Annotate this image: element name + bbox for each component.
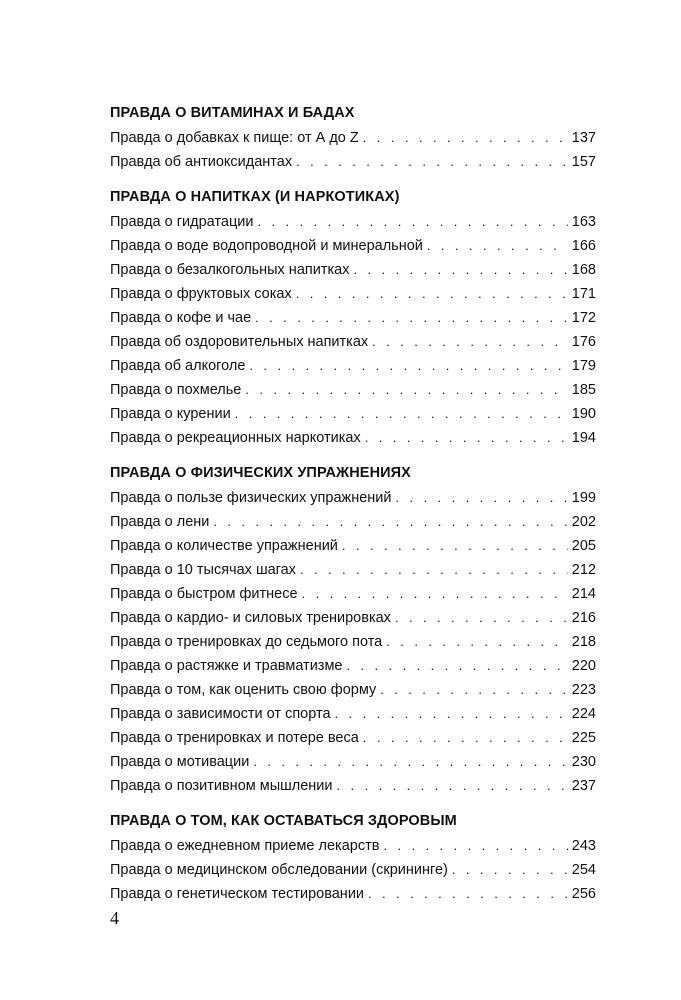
entry-page: 220 (571, 658, 596, 674)
leader-dots (395, 606, 568, 630)
toc-entry (110, 354, 596, 378)
toc-entry (110, 630, 596, 654)
entry-page: 218 (571, 634, 596, 650)
section-heading: ПРАВДА О ВИТАМИНАХ И БАДАХ (110, 105, 355, 121)
toc-entry (110, 606, 596, 630)
toc-entry (110, 402, 596, 426)
entry-title: Правда о тренировках до седьмого пота (110, 634, 383, 650)
table-of-contents (110, 100, 596, 916)
entry-title: Правда о гидратации (110, 214, 254, 230)
toc-entry (110, 258, 596, 282)
section-heading: ПРАВДА О ФИЗИЧЕСКИХ УПРАЖНЕНИЯХ (110, 465, 411, 481)
leader-dots (363, 726, 568, 750)
entry-title: Правда о мотивации (110, 754, 250, 770)
entry-title: Правда о ежедневном приеме лекарств (110, 838, 380, 854)
leader-dots (365, 426, 568, 450)
entry-page: 230 (571, 754, 596, 770)
toc-entry (110, 486, 596, 510)
entry-page: 179 (571, 358, 596, 374)
leader-dots (300, 558, 568, 582)
leader-dots (213, 510, 567, 534)
entry-title: Правда о быстром фитнесе (110, 586, 298, 602)
entry-title: Правда о позитивном мышлении (110, 778, 333, 794)
toc-entry (110, 378, 596, 402)
toc-section-health (110, 808, 596, 906)
entry-page: 202 (571, 514, 596, 530)
entry-title: Правда о лени (110, 514, 210, 530)
toc-entry (110, 150, 596, 174)
entry-page: 237 (571, 778, 596, 794)
entry-title: Правда о рекреационных наркотиках (110, 430, 361, 446)
section-heading: ПРАВДА О НАПИТКАХ (И НАРКОТИКАХ) (110, 189, 400, 205)
entry-page: 256 (571, 886, 596, 902)
entry-title: Правда о кофе и чае (110, 310, 252, 326)
leader-dots (257, 210, 567, 234)
toc-entry (110, 306, 596, 330)
leader-dots (337, 774, 568, 798)
toc-entry (110, 558, 596, 582)
toc-entry (110, 426, 596, 450)
toc-section-vitamins (110, 100, 596, 174)
entry-title: Правда о курении (110, 406, 231, 422)
entry-title: Правда о генетическом тестировании (110, 886, 365, 902)
leader-dots (296, 282, 568, 306)
toc-entry (110, 750, 596, 774)
leader-dots (253, 750, 567, 774)
entry-title: Правда о медицинском обследовании (скрининге) (110, 862, 448, 878)
toc-entry (110, 330, 596, 354)
entry-title: Правда об оздоровительных напитках (110, 334, 369, 350)
entry-title: Правда о безалкогольных напитках (110, 262, 350, 278)
entry-page: 205 (571, 538, 596, 554)
toc-section-exercise (110, 460, 596, 798)
entry-page: 194 (571, 430, 596, 446)
entry-title: Правда о зависимости от спорта (110, 706, 331, 722)
toc-entry (110, 210, 596, 234)
leader-dots (342, 534, 568, 558)
toc-entry (110, 126, 596, 150)
toc-entry (110, 858, 596, 882)
entry-page: 243 (571, 838, 596, 854)
leader-dots (396, 486, 568, 510)
entry-page: 223 (571, 682, 596, 698)
leader-dots (427, 234, 568, 258)
toc-entry (110, 654, 596, 678)
entry-title: Правда о количестве упражнений (110, 538, 338, 554)
toc-section-drinks (110, 184, 596, 450)
entry-page: 185 (571, 382, 596, 398)
entry-title: Правда о тренировках и потере веса (110, 730, 359, 746)
entry-title: Правда о похмелье (110, 382, 242, 398)
leader-dots (353, 258, 567, 282)
leader-dots (368, 882, 568, 906)
entry-title: Правда о 10 тысячах шагах (110, 562, 296, 578)
entry-title: Правда об антиоксидантах (110, 154, 293, 170)
leader-dots (249, 354, 567, 378)
entry-page: 224 (571, 706, 596, 722)
entry-page: 137 (571, 130, 596, 146)
toc-entry (110, 834, 596, 858)
entry-page: 254 (571, 862, 596, 878)
section-heading: ПРАВДА О ТОМ, КАК ОСТАВАТЬСЯ ЗДОРОВЫМ (110, 813, 457, 829)
page-number: 4 (110, 908, 119, 928)
leader-dots (245, 378, 567, 402)
leader-dots (386, 630, 568, 654)
toc-entry (110, 282, 596, 306)
toc-entry (110, 702, 596, 726)
entry-title: Правда об алкоголе (110, 358, 246, 374)
leader-dots (335, 702, 568, 726)
entry-title: Правда о том, как оценить свою форму (110, 682, 377, 698)
entry-page: 216 (571, 610, 596, 626)
entry-page: 214 (571, 586, 596, 602)
entry-title: Правда о фруктовых соках (110, 286, 292, 302)
entry-page: 190 (571, 406, 596, 422)
entry-title: Правда о добавках к пище: от А до Z (110, 130, 359, 146)
leader-dots (380, 678, 568, 702)
entry-page: 176 (571, 334, 596, 350)
entry-title: Правда о растяжке и травматизме (110, 658, 343, 674)
entry-page: 157 (571, 154, 596, 170)
leader-dots (255, 306, 568, 330)
toc-entry (110, 678, 596, 702)
toc-entry (110, 234, 596, 258)
leader-dots (296, 150, 568, 174)
entry-page: 212 (571, 562, 596, 578)
entry-page: 163 (571, 214, 596, 230)
entry-page: 168 (571, 262, 596, 278)
toc-entry (110, 726, 596, 750)
leader-dots (302, 582, 568, 606)
entry-page: 171 (571, 286, 596, 302)
entry-page: 172 (571, 310, 596, 326)
toc-entry (110, 534, 596, 558)
leader-dots (363, 126, 568, 150)
toc-entry (110, 510, 596, 534)
toc-entry (110, 774, 596, 798)
entry-title: Правда о воде водопроводной и минеральной (110, 238, 423, 254)
leader-dots (346, 654, 567, 678)
leader-dots (235, 402, 568, 426)
leader-dots (383, 834, 567, 858)
toc-entry (110, 882, 596, 906)
entry-title: Правда о кардио- и силовых тренировках (110, 610, 391, 626)
entry-page: 166 (571, 238, 596, 254)
entry-page: 225 (571, 730, 596, 746)
leader-dots (372, 330, 568, 354)
toc-entry (110, 582, 596, 606)
entry-page: 199 (571, 490, 596, 506)
leader-dots (452, 858, 568, 882)
entry-title: Правда о пользе физических упражнений (110, 490, 392, 506)
